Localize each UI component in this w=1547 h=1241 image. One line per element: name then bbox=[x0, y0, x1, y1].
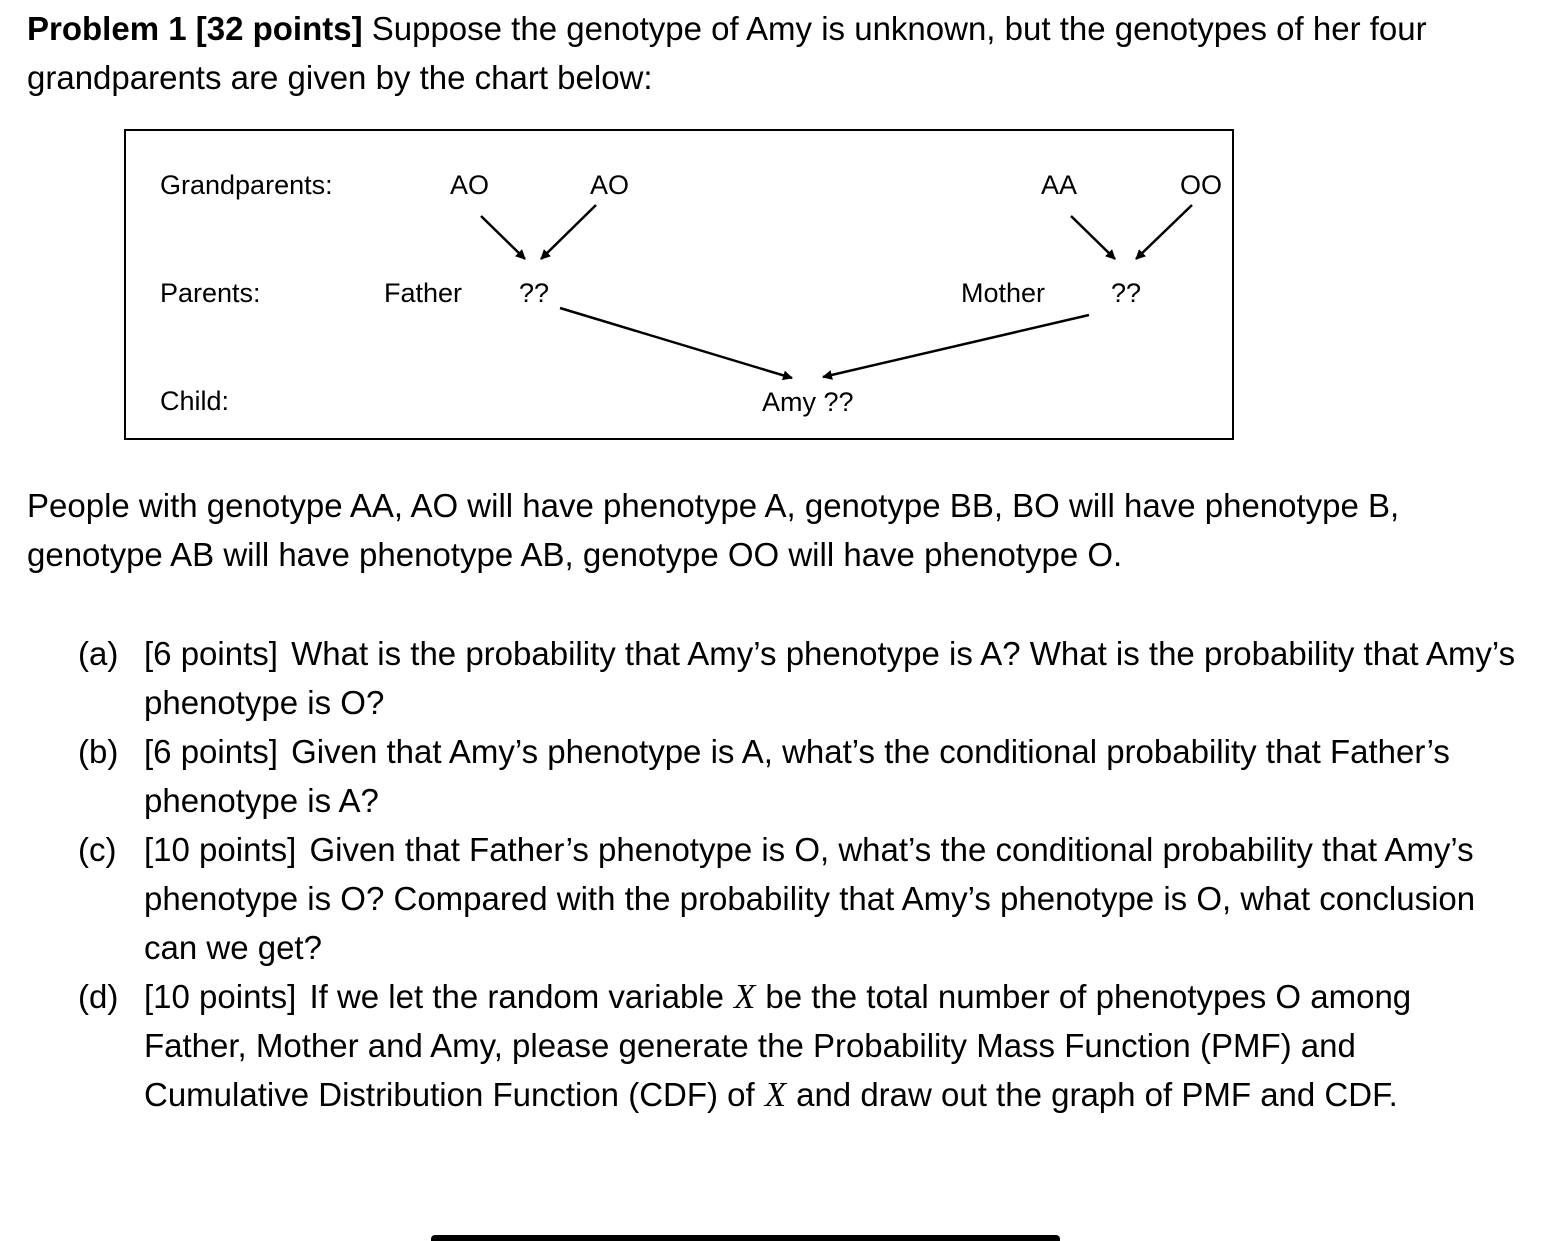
child-amy: Amy ?? bbox=[762, 387, 854, 417]
mother-genotype: ?? bbox=[1111, 278, 1142, 308]
question-points: [6 points] bbox=[144, 733, 278, 770]
question-text: Given that Father’s phenotype is O, what’s the conditional probability that Amy’s phenotype is O? Compared with the probability that Amy’s phenotype is O, what conclusion can we get? bbox=[144, 831, 1476, 966]
mother-label: Mother bbox=[961, 278, 1046, 308]
grandparent-maternal-1: AA bbox=[1041, 170, 1078, 200]
row-label-child: Child: bbox=[160, 386, 230, 416]
question-text-after: and draw out the graph of PMF and CDF. bbox=[796, 1076, 1398, 1113]
row-label-grandparents: Grandparents: bbox=[160, 170, 333, 200]
question-label: (d) bbox=[78, 978, 119, 1015]
phenotype-rules: People with genotype AA, AO will have phenotype A, genotype BB, BO will have phenotype B, genotype AB will have phenotype AB, genotype OO will have phenotype O. bbox=[27, 487, 1400, 573]
question-points: [10 points] bbox=[144, 978, 297, 1015]
question-list bbox=[78, 629, 1518, 1119]
question-b bbox=[78, 727, 1518, 825]
grandparent-paternal-2: AO bbox=[590, 170, 630, 200]
question-points: [6 points] bbox=[144, 635, 278, 672]
question-label: (a) bbox=[78, 635, 119, 672]
bottom-bar bbox=[431, 1235, 1060, 1241]
question-text-middle: be the total number of phenotypes O among Father, Mother and Amy, please generate the Probability Mass Function (PMF) and Cumulative Distribution Function (CDF) of bbox=[144, 978, 1412, 1113]
grandparent-maternal-2: OO bbox=[1180, 170, 1223, 200]
problem-title: Problem 1 [32 points] bbox=[27, 10, 363, 47]
problem-intro-text: Suppose the genotype of Amy is unknown, but the genotypes of her four grandparents are given by the chart below: bbox=[27, 10, 1427, 96]
question-label: (c) bbox=[78, 831, 117, 868]
math-variable-x: X bbox=[734, 977, 756, 1016]
question-text: If we let the random variable bbox=[300, 978, 724, 1015]
question-d bbox=[78, 972, 1518, 1119]
row-label-parents: Parents: bbox=[160, 278, 261, 308]
question-label: (b) bbox=[78, 733, 119, 770]
math-variable-x: X bbox=[764, 1075, 787, 1114]
father-genotype: ?? bbox=[519, 278, 550, 308]
question-text: Given that Amy’s phenotype is A, what’s the conditional probability that Father’s phenotype is A? bbox=[144, 733, 1450, 819]
question-c bbox=[78, 825, 1518, 972]
problem-intro bbox=[27, 4, 1527, 102]
father-label: Father bbox=[384, 278, 463, 308]
question-text: What is the probability that Amy’s phenotype is A? What is the probability that Amy’s phenotype is O? bbox=[144, 635, 1516, 721]
grandparent-paternal-1: AO bbox=[450, 170, 490, 200]
question-a bbox=[78, 629, 1518, 727]
question-points: [10 points] bbox=[144, 831, 297, 868]
